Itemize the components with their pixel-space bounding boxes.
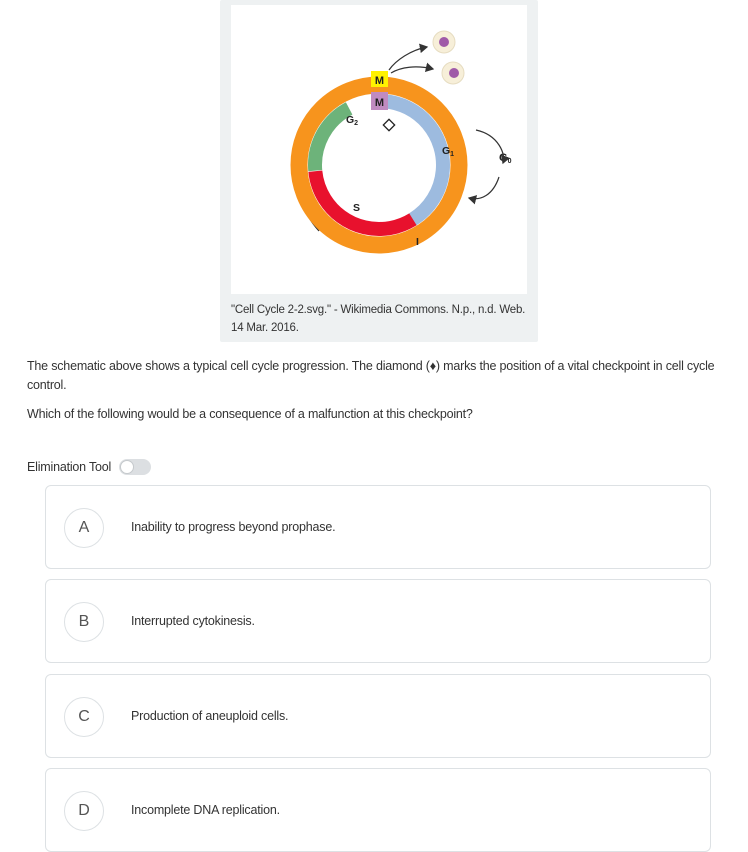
question-stem-text: The schematic above shows a typical cell cycle progression. The diamond (♦) marks the position of a vital checkpoint in cell cycle control.	[27, 359, 715, 392]
choice-letter-a: A	[64, 508, 104, 548]
caption-line-1: "Cell Cycle 2-2.svg." - Wikimedia Commons. N.p., n.d. Web.	[231, 304, 526, 316]
choice-text-c: Production of aneuploid cells.	[131, 709, 289, 723]
g0-label: G0	[499, 152, 512, 165]
question-stem	[27, 357, 727, 434]
g0-return-arrow	[469, 177, 499, 199]
choice-text-a: Inability to progress beyond prophase.	[131, 520, 336, 534]
choice-text-b: Interrupted cytokinesis.	[131, 614, 255, 628]
answer-choice-b[interactable]	[45, 579, 711, 663]
interphase-label: I	[416, 236, 419, 248]
choice-letter-b: B	[64, 602, 104, 642]
answer-choice-d[interactable]	[45, 768, 711, 852]
toggle-knob	[120, 460, 134, 474]
checkpoint-diamond-icon	[383, 119, 394, 130]
caption-line-2: 14 Mar. 2016.	[231, 322, 299, 334]
s-label: S	[353, 202, 361, 214]
m-inner-label: M	[374, 97, 385, 109]
g1-label: G1	[442, 145, 455, 158]
elimination-tool-toggle[interactable]	[119, 459, 151, 475]
m-outer-label: M	[374, 75, 385, 87]
elimination-tool	[27, 458, 151, 476]
daughter-arrow-2	[391, 67, 433, 73]
g2-label: G2	[346, 114, 359, 127]
cell-cycle-svg	[231, 5, 527, 294]
answer-choice-c[interactable]	[45, 674, 711, 758]
question-prompt: Which of the following would be a consequence of a malfunction at this checkpoint?	[27, 407, 473, 421]
daughter-nucleus-2	[449, 68, 459, 78]
elimination-tool-label: Elimination Tool	[27, 460, 112, 474]
figure-card	[220, 0, 538, 342]
choice-letter-c: C	[64, 697, 104, 737]
cell-cycle-diagram	[231, 5, 527, 294]
choice-letter-d: D	[64, 791, 104, 831]
answer-choice-a[interactable]	[45, 485, 711, 569]
choice-text-d: Incomplete DNA replication.	[131, 803, 280, 817]
figure-caption	[231, 301, 531, 337]
daughter-nucleus-1	[439, 37, 449, 47]
